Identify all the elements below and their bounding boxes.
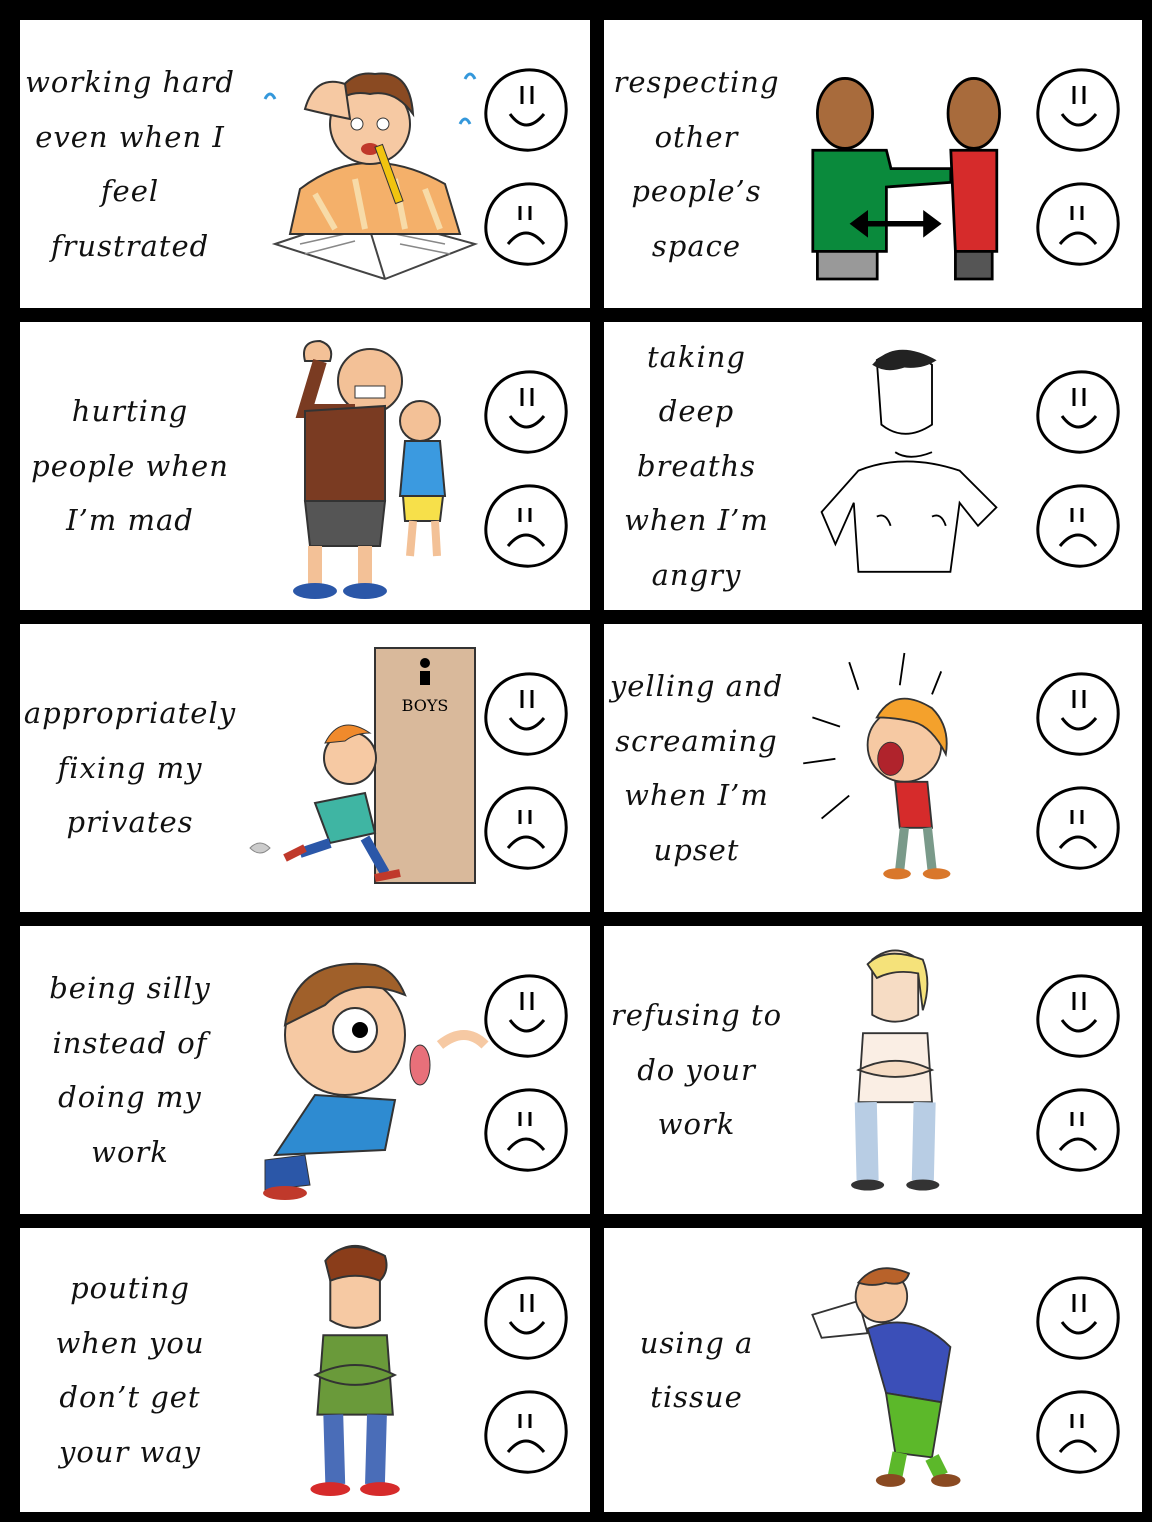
happy-face-icon[interactable] [1030, 64, 1126, 156]
card-phrase [604, 1228, 789, 1512]
happy-face-icon[interactable] [478, 1272, 574, 1364]
behavior-card-refusing-work [604, 926, 1142, 1214]
phrase-line: when I’m [624, 778, 769, 812]
happy-face-icon[interactable] [478, 668, 574, 760]
sad-face-icon[interactable] [1030, 178, 1126, 270]
boy-arms-crossed-refusing-illustration [794, 934, 1024, 1206]
sad-face-icon[interactable] [1030, 480, 1126, 572]
boy-breathing-deeply-illustration [794, 330, 1024, 602]
phrase-line: when I’m [624, 503, 769, 538]
phrase-line: fixing my [57, 750, 203, 785]
sad-face-icon[interactable] [478, 178, 574, 270]
rating-faces [1030, 1228, 1126, 1512]
phrase-line: work [657, 1107, 736, 1142]
phrase-line: people’s [631, 174, 762, 208]
phrase-line: being silly [49, 971, 211, 1005]
phrase-line: feel [100, 174, 160, 208]
phrase-line: using a [639, 1325, 754, 1360]
behavior-card-hurting-people [20, 322, 590, 610]
happy-face-icon[interactable] [1030, 1272, 1126, 1364]
phrase-line: doing my [58, 1080, 202, 1114]
behavior-card-being-silly [20, 926, 590, 1214]
phrase-line: tissue [650, 1380, 743, 1414]
phrase-line: work [91, 1134, 169, 1169]
phrase-line: when you [55, 1325, 205, 1360]
card-phrase [604, 926, 789, 1214]
rating-faces [478, 322, 574, 610]
phrase-line: upset [653, 832, 740, 867]
rating-faces [1030, 20, 1126, 308]
boy-pouting-arms-crossed-illustration [245, 1236, 495, 1504]
boy-running-to-boys-bathroom-illustration [245, 632, 495, 904]
sad-face-icon[interactable] [1030, 1386, 1126, 1478]
frustrated-boy-writing-illustration [245, 28, 495, 300]
phrase-line: taking [646, 339, 747, 374]
sad-face-icon[interactable] [478, 480, 574, 572]
phrase-line: refusing to [610, 998, 783, 1033]
card-phrase [20, 20, 240, 308]
phrase-line: deep [658, 394, 735, 429]
phrase-line: pouting [70, 1271, 190, 1305]
sad-face-icon[interactable] [478, 782, 574, 874]
behavior-card-pouting [20, 1228, 590, 1512]
boy-yelling-illustration [794, 632, 1024, 904]
rating-faces [1030, 926, 1126, 1214]
happy-face-icon[interactable] [478, 64, 574, 156]
happy-face-icon[interactable] [1030, 668, 1126, 760]
happy-face-icon[interactable] [478, 970, 574, 1062]
happy-face-icon[interactable] [478, 366, 574, 458]
phrase-line: frustrated [50, 228, 210, 263]
phrase-line: people when [31, 448, 229, 483]
phrase-line: your way [58, 1434, 202, 1469]
card-phrase [604, 624, 789, 912]
phrase-line: instead of [52, 1025, 208, 1060]
sad-face-icon[interactable] [1030, 782, 1126, 874]
rating-faces [1030, 624, 1126, 912]
behavior-card-fixing-privates [20, 624, 590, 912]
phrase-line: other [654, 119, 739, 154]
happy-face-icon[interactable] [1030, 366, 1126, 458]
sad-face-icon[interactable] [478, 1084, 574, 1176]
boys-sign: BOYS [401, 696, 449, 715]
rating-faces [478, 1228, 574, 1512]
phrase-line: hurting [71, 394, 189, 429]
behavior-card-respecting-space [604, 20, 1142, 308]
boy-making-silly-face-illustration [245, 934, 495, 1206]
phrase-line: yelling and [609, 669, 784, 703]
behavior-card-working-hard [20, 20, 590, 308]
big-boy-grabbing-small-boy-illustration [245, 330, 495, 602]
boy-sneezing-into-tissue-illustration [794, 1236, 1024, 1504]
phrase-line: appropriately [23, 696, 237, 731]
phrase-line: angry [651, 557, 742, 592]
rating-faces [478, 624, 574, 912]
phrase-line: screaming [615, 723, 778, 758]
happy-face-icon[interactable] [1030, 970, 1126, 1062]
card-phrase [20, 322, 240, 610]
behavior-card-using-tissue [604, 1228, 1142, 1512]
phrase-line: breaths [636, 448, 757, 483]
rating-faces [478, 926, 574, 1214]
phrase-line: working hard [25, 65, 235, 99]
sad-face-icon[interactable] [1030, 1084, 1126, 1176]
phrase-line: even when I [35, 119, 225, 154]
phrase-line: space [651, 228, 742, 263]
phrase-line: respecting [613, 65, 780, 99]
card-phrase [20, 1228, 240, 1512]
card-phrase [20, 624, 240, 912]
behavior-card-yelling-screaming [604, 624, 1142, 912]
card-phrase [604, 322, 789, 610]
phrase-line: I’m mad [66, 503, 194, 538]
rating-faces [478, 20, 574, 308]
phrase-line: don’t get [59, 1380, 201, 1414]
sad-face-icon[interactable] [478, 1386, 574, 1478]
rating-faces [1030, 322, 1126, 610]
card-phrase [604, 20, 789, 308]
card-phrase [20, 926, 240, 1214]
phrase-line: do your [637, 1052, 756, 1087]
phrase-line: privates [66, 805, 194, 840]
behavior-card-deep-breaths [604, 322, 1142, 610]
two-people-arm-length-apart-illustration [799, 28, 1029, 300]
